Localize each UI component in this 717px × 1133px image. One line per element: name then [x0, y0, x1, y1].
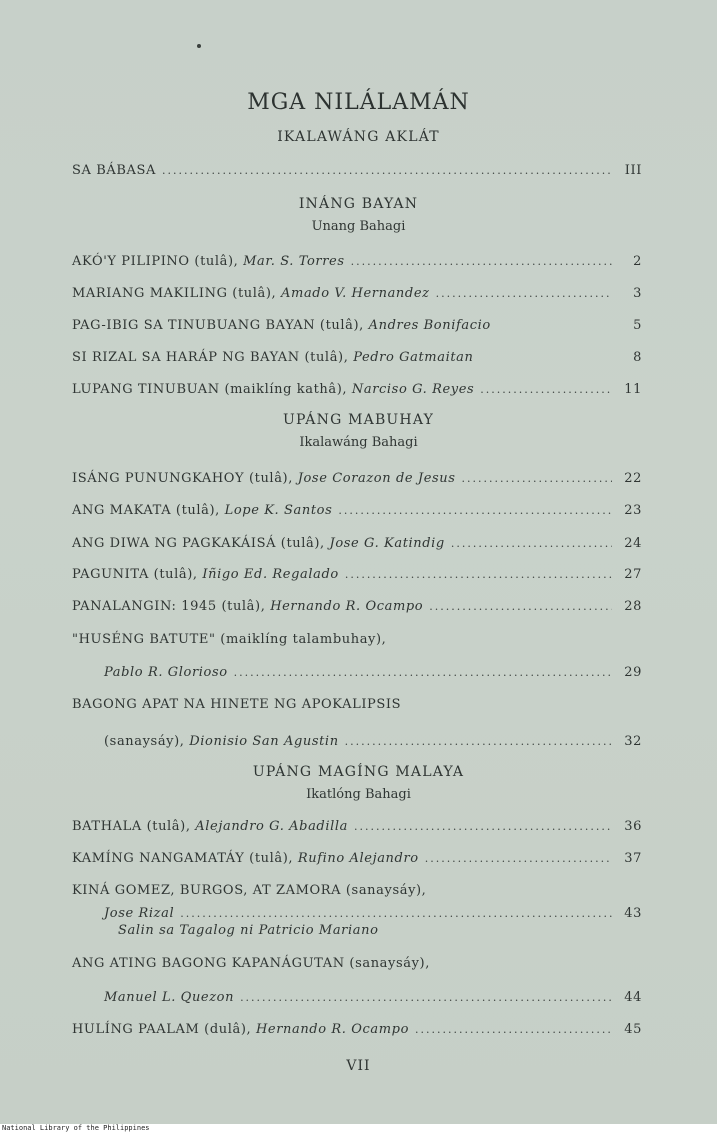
entry-page: 24: [624, 536, 642, 551]
toc-entry[interactable]: [72, 850, 642, 868]
entry-title: SI RIZAL SA HARÁP NG BAYAN (tulâ),: [72, 350, 349, 365]
dot-leader: [354, 818, 612, 836]
dot-leader: [351, 253, 612, 271]
entry-author: Jose Rizal: [104, 906, 175, 921]
entry-title: SA BÁBASA: [72, 163, 157, 178]
entry-title: BAGONG APAT NA HINETE NG APOKALIPSIS: [72, 697, 402, 712]
section-title: UPÁNG MAGÍNG MALAYA: [252, 764, 465, 780]
entry-author: Mar. S. Torres: [243, 254, 345, 269]
toc-entry[interactable]: [72, 1021, 642, 1039]
entry-page: 23: [624, 503, 642, 518]
section-subtitle: Ikalawáng Bahagi: [299, 435, 418, 450]
entry-page: 29: [624, 665, 642, 680]
entry-title: ISÁNG PUNUNGKAHOY (tulâ),: [72, 471, 293, 486]
entry-author: Narciso G. Reyes: [351, 382, 475, 397]
page-number: VII: [346, 1058, 371, 1074]
toc-entry[interactable]: [104, 733, 642, 751]
toc-entry[interactable]: [72, 381, 642, 399]
entry-author: Hernando R. Ocampo: [270, 599, 424, 614]
toc-entry[interactable]: [104, 905, 642, 923]
toc-entry[interactable]: [72, 253, 642, 271]
entry-page: 44: [624, 990, 642, 1005]
entry-author: Rufino Alejandro: [297, 851, 419, 866]
entry-title: KAMÍNG NANGAMATÁY (tulâ),: [72, 851, 294, 866]
section-title: INÁNG BAYAN: [298, 196, 419, 212]
dot-leader: [429, 598, 612, 616]
entry-title-continued: (sanaysáy),: [104, 734, 185, 749]
dot-leader: [345, 566, 612, 584]
entry-author: Pedro Gatmaitan: [353, 350, 474, 365]
toc-entry[interactable]: [72, 470, 642, 488]
dot-leader: [462, 470, 612, 488]
entry-author: Amado V. Hernandez: [281, 286, 430, 301]
entry-author: Dionisio San Agustin: [189, 734, 339, 749]
dot-leader: [451, 535, 612, 553]
entry-title: AKÓ'Y PILIPINO (tulâ),: [72, 254, 239, 269]
entry-author: Manuel L. Quezon: [104, 990, 235, 1005]
entry-page: 22: [624, 471, 642, 486]
entry-title: PAGUNITA (tulâ),: [72, 567, 198, 582]
toc-entry[interactable]: [72, 535, 642, 553]
dot-leader: [480, 381, 612, 399]
entry-page: 32: [624, 734, 642, 749]
section-subtitle: Ikatlóng Bahagi: [306, 787, 411, 802]
dot-leader: [234, 664, 612, 682]
dot-leader: [162, 162, 612, 180]
entry-title: BATHALA (tulâ),: [72, 819, 191, 834]
toc-entry-preface[interactable]: [72, 162, 642, 180]
dot-leader: [425, 850, 612, 868]
entry-page: 36: [624, 819, 642, 834]
entry-page: 27: [624, 567, 642, 582]
entry-title: MARIANG MAKILING (tulâ),: [72, 286, 277, 301]
entry-title: LUPANG TINUBUAN (maiklíng kathâ),: [72, 382, 348, 397]
dot-leader: [338, 502, 612, 520]
entry-author: Iñigo Ed. Regalado: [202, 567, 339, 582]
dot-leader: [240, 989, 612, 1007]
entry-page: III: [624, 163, 642, 178]
toc-entry[interactable]: [72, 598, 642, 616]
translator-note: Salin sa Tagalog ni Patricio Mariano: [118, 923, 379, 938]
entry-page: 37: [624, 851, 642, 866]
toc-entry[interactable]: [72, 285, 642, 303]
toc-entry[interactable]: [72, 502, 642, 520]
entry-page: 28: [624, 599, 642, 614]
toc-entry[interactable]: [104, 989, 642, 1007]
entry-title: ANG DIWA NG PAGKAKÁISÁ (tulâ),: [72, 536, 325, 551]
entry-author: Hernando R. Ocampo: [255, 1022, 410, 1037]
library-credit: National Library of the Philippines: [2, 1124, 150, 1132]
section-subtitle: Unang Bahagi: [311, 219, 406, 234]
entry-title: KINÁ GOMEZ, BURGOS, AT ZAMORA (sanaysáy),: [72, 883, 427, 898]
entry-author: Jose Corazon de Jesus: [297, 471, 456, 486]
entry-author: Lope K. Santos: [224, 503, 333, 518]
entry-page: 3: [633, 286, 642, 301]
dot-leader: [415, 1021, 612, 1039]
toc-entry[interactable]: [72, 317, 642, 335]
toc-entry[interactable]: [104, 664, 642, 682]
speck: [197, 44, 201, 48]
dot-leader: [345, 733, 612, 751]
entry-page: 11: [624, 382, 642, 397]
toc-entry[interactable]: [72, 349, 642, 367]
dot-leader: [180, 905, 612, 923]
page-title: MGA NILÁLAMÁN: [247, 90, 470, 115]
book-title: IKALAWÁNG AKLÁT: [277, 129, 440, 145]
entry-author: Andres Bonifacio: [368, 318, 491, 333]
entry-page: 5: [633, 318, 642, 333]
entry-author: Alejandro G. Abadilla: [195, 819, 348, 834]
entry-page: 43: [624, 906, 642, 921]
entry-title: HULÍNG PAALAM (dulâ),: [72, 1022, 252, 1037]
toc-entry[interactable]: [72, 818, 642, 836]
entry-page: 2: [633, 254, 642, 269]
entry-title: ANG MAKATA (tulâ),: [72, 503, 220, 518]
dot-leader: [436, 285, 612, 303]
entry-title: "HUSÉNG BATUTE" (maiklíng talambuhay),: [72, 632, 387, 647]
entry-page: 45: [624, 1022, 642, 1037]
entry-author: Jose G. Katindig: [329, 536, 445, 551]
entry-title: ANG ATING BAGONG KAPANÁGUTAN (sanaysáy),: [72, 956, 430, 971]
entry-author: Pablo R. Glorioso: [104, 665, 228, 680]
section-title: UPÁNG MABUHAY: [282, 412, 435, 428]
toc-entry[interactable]: [72, 566, 642, 584]
entry-title: PAG-IBIG SA TINUBUANG BAYAN (tulâ),: [72, 318, 364, 333]
entry-title: PANALANGIN: 1945 (tulâ),: [72, 599, 266, 614]
entry-page: 8: [633, 350, 642, 365]
